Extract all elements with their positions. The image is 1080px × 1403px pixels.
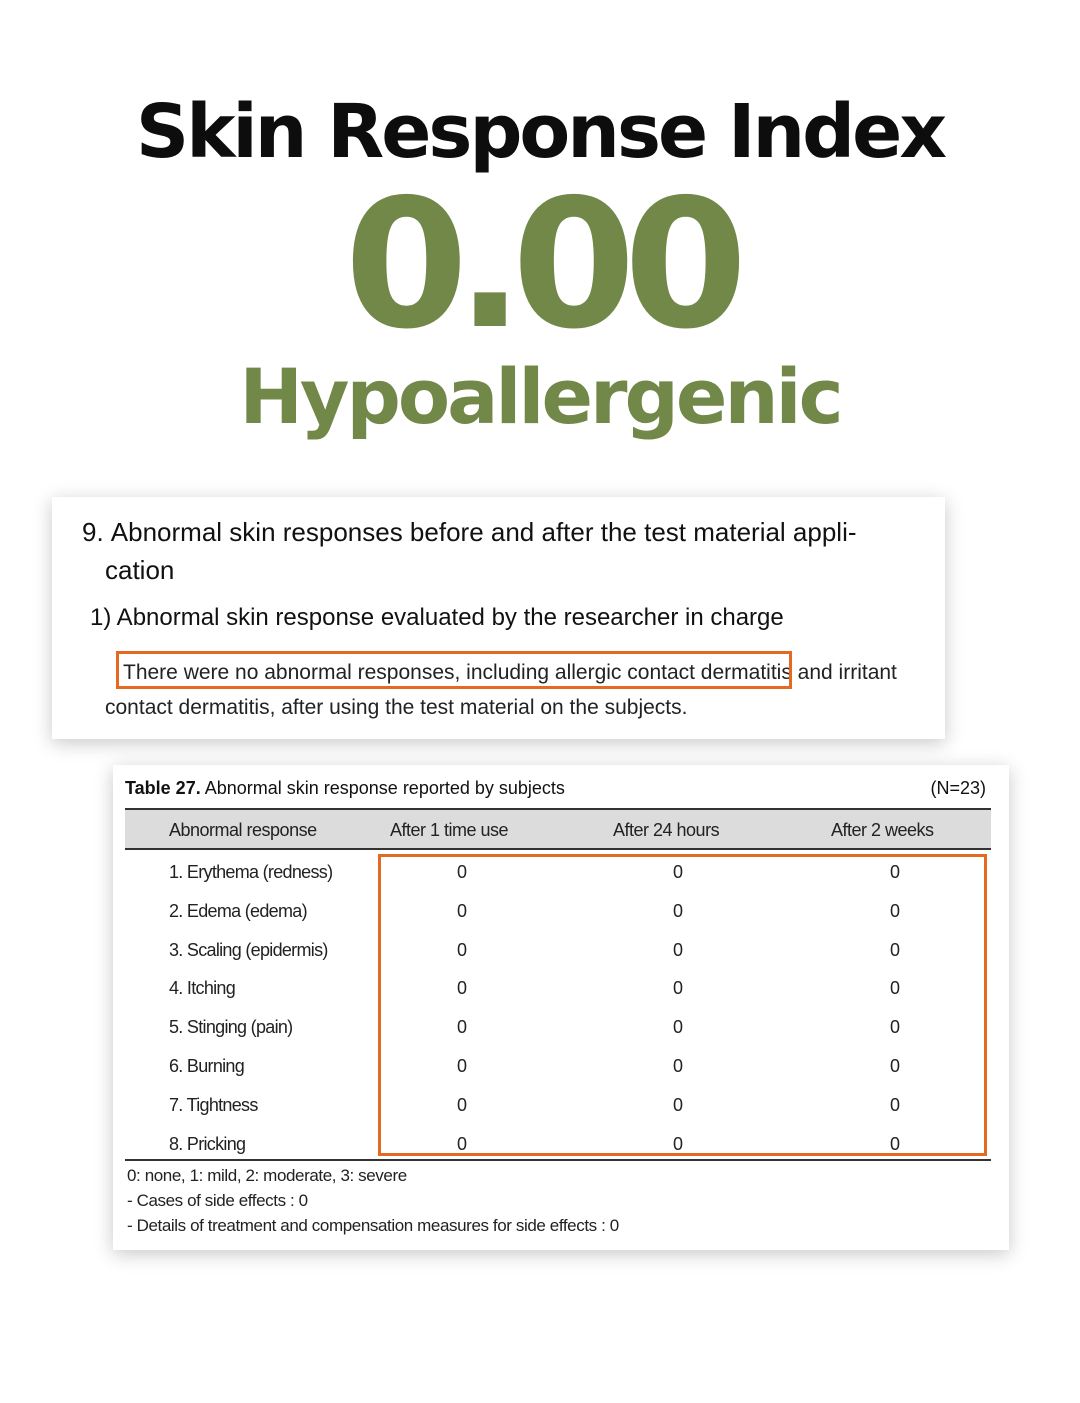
section-title-line1: Abnormal skin responses before and after the test material appli-	[110, 517, 857, 547]
row-label: 1. Erythema (redness)	[169, 862, 333, 882]
row-value: 0	[456, 900, 467, 921]
row-value: 0	[672, 1094, 683, 1115]
verdict-label: Hypoallergenic	[239, 352, 841, 441]
skin-response-score: 0.00	[344, 161, 736, 368]
row-label: 7. Tightness	[169, 1094, 258, 1115]
compensation-note: - Details of treatment and compensation measures for side effects : 0	[127, 1216, 619, 1235]
column-header-1-use: After 1 time use	[390, 820, 509, 840]
row-value: 0	[456, 1133, 467, 1154]
row-value: 0	[456, 978, 467, 999]
column-header-2w: After 2 weeks	[831, 820, 934, 840]
column-header-response: Abnormal response	[169, 820, 317, 840]
row-value: 0	[456, 862, 467, 882]
row-value: 0	[889, 1133, 900, 1154]
row-value: 0	[672, 978, 683, 999]
row-value: 0	[889, 900, 900, 921]
row-value: 0	[456, 1094, 467, 1115]
table-caption	[125, 777, 565, 799]
section-title-line2: cation	[105, 555, 175, 585]
column-header-24h: After 24 hours	[613, 820, 720, 840]
side-effects-note: - Cases of side effects : 0	[127, 1191, 308, 1210]
report-excerpt-card	[52, 497, 945, 739]
row-label: 6. Burning	[169, 1056, 245, 1076]
subsection-heading: 1) Abnormal skin response evaluated by the researcher in charge	[90, 604, 784, 631]
highlight-box-paragraph	[116, 651, 792, 689]
row-value: 0	[889, 862, 900, 882]
row-value: 0	[672, 1056, 683, 1076]
table-caption-text: Abnormal skin response reported by subjects	[204, 778, 565, 798]
row-value: 0	[889, 939, 900, 960]
row-label: 4. Itching	[169, 978, 236, 999]
row-value: 0	[456, 1056, 467, 1076]
table-excerpt-card	[113, 765, 1009, 1250]
row-value: 0	[889, 1056, 900, 1076]
row-value: 0	[672, 1017, 683, 1038]
row-value: 0	[889, 978, 900, 999]
row-value: 0	[672, 939, 683, 960]
table-caption-label: Table 27.	[125, 778, 201, 798]
row-value: 0	[672, 900, 683, 921]
section-heading	[82, 513, 902, 589]
row-value: 0	[672, 862, 683, 882]
table-header-row	[125, 808, 991, 850]
paragraph-line2: contact dermatitis, after using the test material on the subjects.	[105, 696, 688, 719]
row-value: 0	[456, 939, 467, 960]
table-bottom-rule	[125, 1159, 991, 1161]
scale-note: 0: none, 1: mild, 2: moderate, 3: severe	[127, 1166, 407, 1185]
highlight-box-values	[378, 854, 987, 1156]
row-value: 0	[672, 1133, 683, 1154]
row-label: 2. Edema (edema)	[169, 900, 307, 921]
paragraph-line1: There were no abnormal responses, including allergic contact dermatitis and irritant	[123, 661, 897, 684]
row-label: 5. Stinging (pain)	[169, 1017, 293, 1038]
row-label: 8. Pricking	[169, 1133, 246, 1154]
row-value: 0	[889, 1094, 900, 1115]
row-label: 3. Scaling (epidermis)	[169, 939, 328, 960]
page-title: Skin Response Index	[135, 89, 945, 175]
sample-size: (N=23)	[930, 778, 986, 798]
section-number: 9.	[82, 517, 104, 547]
row-value: 0	[456, 1017, 467, 1038]
row-value: 0	[889, 1017, 900, 1038]
